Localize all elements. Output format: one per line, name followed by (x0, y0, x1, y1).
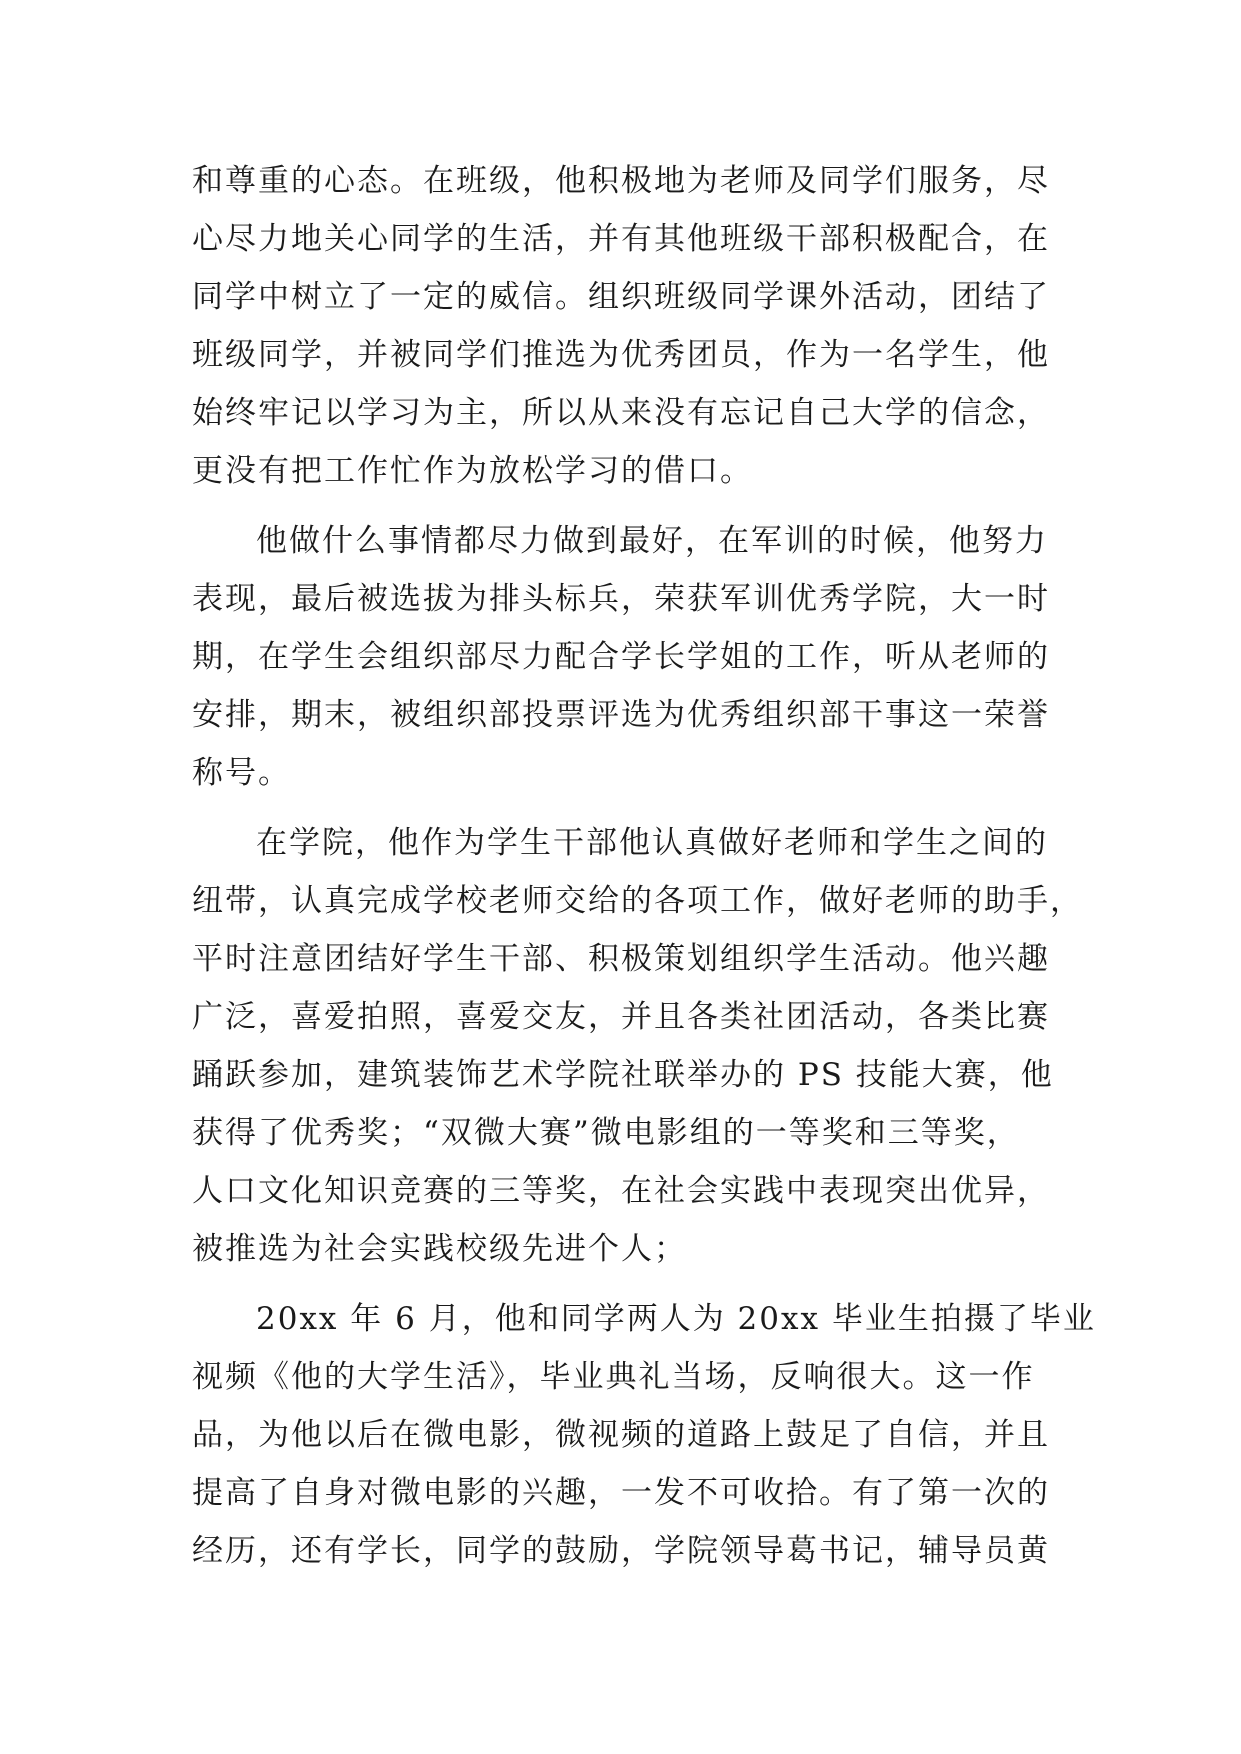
text-line: 经历，还有学长，同学的鼓励，学院领导葛书记，辅导员黄 (192, 1533, 1050, 1569)
text-line: 安排，期末，被组织部投票评选为优秀组织部干事这一荣誉 (192, 697, 1050, 733)
paragraph-2 (192, 512, 1072, 802)
paragraph-1 (192, 152, 1072, 500)
text-line: 纽带，认真完成学校老师交给的各项工作，做好老师的助手， (192, 883, 1083, 919)
paragraph-3 (192, 814, 1083, 1278)
text-line: 获得了优秀奖；“双微大赛”微电影组的一等奖和三等奖， (192, 1115, 1020, 1151)
text-line: 更没有把工作忙作为放松学习的借口。 (192, 453, 753, 489)
text-line: 20xx 年 6 月，他和同学两人为 20xx 毕业生拍摄了毕业 (256, 1301, 1096, 1337)
text-line: 品，为他以后在微电影，微视频的道路上鼓足了自信，并且 (192, 1417, 1050, 1453)
text-line: 班级同学，并被同学们推选为优秀团员，作为一名学生，他 (192, 337, 1050, 373)
text-line: 被推选为社会实践校级先进个人； (192, 1231, 687, 1267)
text-line: 心尽力地关心同学的生活，并有其他班级干部积极配合，在 (192, 221, 1050, 257)
text-line: 踊跃参加，建筑装饰艺术学院社联举办的 PS 技能大赛，他 (192, 1057, 1054, 1093)
text-line: 人口文化知识竞赛的三等奖，在社会实践中表现突出优异， (192, 1173, 1050, 1209)
text-line: 称号。 (192, 755, 291, 791)
text-line: 表现，最后被选拔为排头标兵，荣获军训优秀学院，大一时 (192, 581, 1050, 617)
text-line: 期，在学生会组织部尽力配合学长学姐的工作，听从老师的 (192, 639, 1050, 675)
text-line: 和尊重的心态。在班级，他积极地为老师及同学们服务，尽 (192, 163, 1050, 199)
text-line: 同学中树立了一定的威信。组织班级同学课外活动，团结了 (192, 279, 1050, 315)
text-line: 广泛，喜爱拍照，喜爱交友，并且各类社团活动，各类比赛 (192, 999, 1050, 1035)
text-line: 他做什么事情都尽力做到最好，在军训的时候，他努力 (256, 523, 1048, 559)
text-line: 提高了自身对微电影的兴趣，一发不可收拾。有了第一次的 (192, 1475, 1050, 1511)
document-body (192, 152, 1096, 1592)
text-line: 始终牢记以学习为主，所以从来没有忘记自己大学的信念， (192, 395, 1050, 431)
paragraph-4 (192, 1290, 1096, 1580)
text-line: 平时注意团结好学生干部、积极策划组织学生活动。他兴趣 (192, 941, 1050, 977)
text-line: 视频《他的大学生活》，毕业典礼当场，反响很大。这一作 (192, 1359, 1035, 1395)
text-line: 在学院，他作为学生干部他认真做好老师和学生之间的 (256, 825, 1048, 861)
